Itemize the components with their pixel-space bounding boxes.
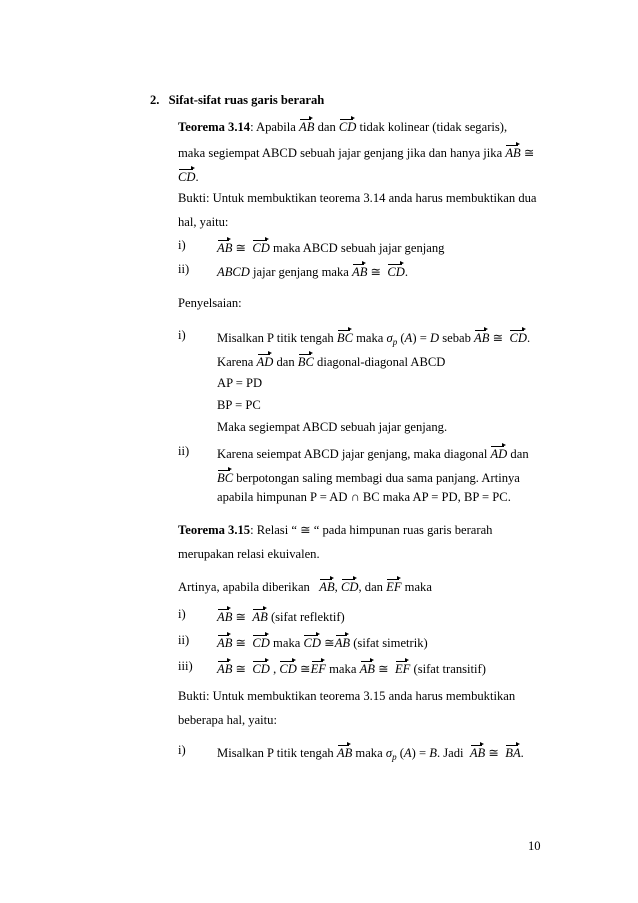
proof-3-15-i-label: i) [178, 743, 186, 757]
text: (sifat reflektif) [267, 610, 345, 624]
theorem-3-14-line-3 [178, 167, 199, 185]
text: dan [507, 447, 529, 461]
text: , dan [358, 580, 387, 594]
vector-ab: AB [217, 659, 232, 677]
equals-symbol: = [418, 746, 427, 760]
vector-ab: AB [252, 607, 267, 625]
section-title: Sifat-sifat ruas garis berarah [168, 93, 325, 107]
text: berpotongan saling membagi dua sama panjang. Artinya [233, 471, 520, 485]
proof-3-15-line-2: beberapa hal, yaitu: [178, 713, 277, 727]
vector-ab: AB [335, 633, 350, 651]
vector-cd: CD [339, 117, 357, 135]
theorem-3-15-given [178, 577, 432, 595]
congruent-symbol: ≅ [370, 265, 382, 279]
solution-ii-line-3: apabila himpunan P = AD ∩ BC maka AP = PD, BP = PC. [217, 490, 511, 504]
list-ii-text [217, 262, 408, 280]
solution-ii-line-1 [217, 444, 529, 462]
vector-ef: EF [395, 659, 410, 677]
vector-bc: BC [217, 468, 233, 486]
property-i-text [217, 607, 345, 625]
text: Misalkan P titik tengah [217, 746, 337, 760]
text: (sifat transitif) [410, 662, 486, 676]
vector-ab: AB [337, 743, 352, 761]
text: Misalkan P titik tengah [217, 331, 337, 345]
text: maka [352, 746, 386, 760]
vector-ab: AB [470, 743, 485, 761]
math-a: A [403, 746, 412, 760]
text: maka ABCD sebuah jajar genjang [269, 241, 445, 255]
text: ) [411, 746, 416, 760]
solution-ii-label: ii) [178, 444, 190, 458]
text: . Jadi [436, 746, 467, 760]
solution-i-line-1 [217, 328, 530, 346]
vector-ab: AB [474, 328, 489, 346]
text: : Apabila [250, 120, 300, 134]
text: maka [352, 331, 387, 345]
vector-ab: AB [217, 633, 232, 651]
vector-cd: CD [387, 262, 405, 280]
vector-ab: AB [299, 117, 314, 135]
vector-cd: CD [252, 633, 270, 651]
congruent-symbol: ≅ [378, 662, 389, 676]
text: ( [400, 331, 405, 345]
vector-ef: EF [311, 659, 326, 677]
sigma-symbol: σ [385, 746, 393, 760]
text: . [526, 331, 531, 345]
math-d: D [429, 331, 440, 345]
text: . [404, 265, 409, 279]
theorem-3-15-label: Teorema 3.15 [178, 523, 251, 537]
solution-i-line-5: Maka segiempat ABCD sebuah jajar genjang. [217, 420, 448, 434]
property-ii-label: ii) [178, 633, 190, 647]
text: dan [314, 120, 339, 134]
solution-heading: Penyelsaian: [178, 296, 242, 310]
text: maka segiempat ABCD sebuah jajar genjang jika dan hanya jika [178, 146, 506, 160]
list-i-label: i) [178, 238, 186, 252]
congruent-symbol: ≅ [492, 331, 504, 345]
text: maka [269, 636, 304, 650]
proof-3-15-i-text [217, 743, 524, 761]
text: jajar genjang maka [249, 265, 352, 279]
congruent-symbol: ≅ [235, 610, 247, 624]
section-heading [150, 93, 324, 108]
congruent-symbol: ≅ [324, 636, 335, 650]
subscript-p: p [392, 337, 398, 347]
solution-ii-line-2 [217, 468, 520, 486]
text: maka [401, 580, 432, 594]
property-iii-text [217, 659, 486, 677]
text: (sifat simetrik) [350, 636, 428, 650]
text: Karena [217, 355, 257, 369]
equals-symbol: = [419, 331, 427, 345]
congruent-symbol: ≅ [523, 146, 535, 160]
vector-cd: CD [178, 167, 196, 185]
sigma-symbol: σ [386, 331, 393, 345]
vector-cd: CD [303, 633, 321, 651]
vector-bc: BC [298, 352, 314, 370]
solution-i-line-3: AP = PD [217, 376, 263, 390]
text: . [195, 170, 199, 184]
vector-ab: AB [360, 659, 375, 677]
property-i-label: i) [178, 607, 186, 621]
congruent-symbol: ≅ [235, 662, 247, 676]
congruent-symbol: ≅ [300, 662, 311, 676]
vector-cd: CD [252, 659, 270, 677]
vector-ad: AD [490, 444, 507, 462]
solution-i-line-2 [217, 352, 445, 370]
math-a: A [404, 331, 413, 345]
text: Artinya, apabila diberikan [178, 580, 313, 594]
text: : Relasi “ ≅ “ pada himpunan ruas garis berarah [250, 523, 493, 537]
text: diagonal-diagonal ABCD [313, 355, 446, 369]
vector-ba: BA [505, 743, 520, 761]
text: , [334, 580, 338, 594]
theorem-3-14-line-2 [178, 143, 534, 161]
vector-ef: EF [386, 577, 401, 595]
proof-3-14-line-2: hal, yaitu: [178, 215, 229, 229]
text: , [273, 662, 277, 676]
property-ii-text [217, 633, 428, 651]
vector-ab: AB [505, 143, 520, 161]
list-ii-label: ii) [178, 262, 190, 276]
vector-cd: CD [509, 328, 527, 346]
text: sebab [439, 331, 475, 345]
section-number: 2. [150, 93, 160, 107]
text: dan [273, 355, 298, 369]
vector-ad: AD [257, 352, 274, 370]
congruent-symbol: ≅ [488, 746, 499, 760]
text: Karena seiempat ABCD jajar genjang, maka diagonal [217, 447, 491, 461]
solution-i-line-4: BP = PC [217, 398, 261, 412]
math-abcd: ABCD [217, 265, 250, 279]
text: ) [412, 331, 417, 345]
congruent-symbol: ≅ [235, 241, 247, 255]
vector-cd: CD [279, 659, 297, 677]
theorem-3-15-line-2: merupakan relasi ekuivalen. [178, 547, 320, 561]
vector-ab: AB [352, 262, 367, 280]
solution-i-label: i) [178, 328, 186, 342]
math-b: B [429, 746, 437, 760]
property-iii-label: iii) [178, 659, 193, 673]
text: maka [325, 662, 360, 676]
text: tidak kolinear (tidak segaris), [356, 120, 508, 134]
theorem-3-15-line-1 [178, 523, 492, 538]
page-number: 10 [528, 839, 541, 853]
list-i-text [217, 238, 444, 256]
vector-cd: CD [341, 577, 359, 595]
proof-3-14-line-1: Bukti: Untuk membuktikan teorema 3.14 anda harus membuktikan dua [178, 191, 537, 205]
vector-cd: CD [252, 238, 270, 256]
proof-3-15-line-1: Bukti: Untuk membuktikan teorema 3.15 anda harus membuktikan [178, 689, 516, 703]
congruent-symbol: ≅ [235, 636, 247, 650]
theorem-3-14-line-1 [178, 117, 507, 135]
vector-ab: AB [217, 238, 232, 256]
subscript-p: p [392, 752, 397, 762]
vector-ab: AB [217, 607, 232, 625]
text: . [520, 746, 524, 760]
text: ( [399, 746, 404, 760]
vector-bc: BC [337, 328, 353, 346]
theorem-3-14-label: Teorema 3.14 [178, 120, 251, 134]
vector-ab: AB [319, 577, 334, 595]
